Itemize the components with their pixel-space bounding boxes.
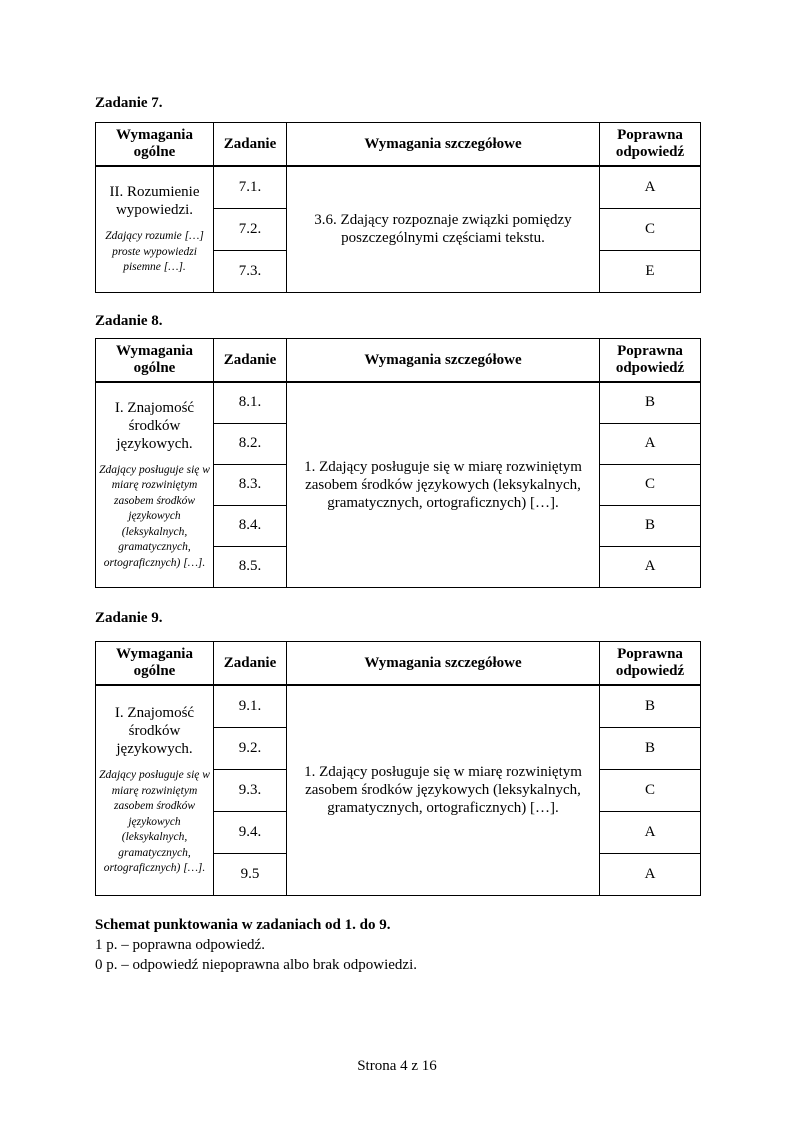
table-zadanie-8: [95, 338, 701, 588]
specific-requirement: 1. Zdający posługuje się w miarę rozwiniętym zasobem środków językowych (leksykalnych, gramatycznych, ortograficznych) […].: [287, 382, 600, 587]
task-number: 9.4.: [214, 811, 287, 853]
task-number: 9.3.: [214, 769, 287, 811]
header-specific: Wymagania szczegółowe: [287, 339, 600, 383]
correct-answer: B: [600, 727, 701, 769]
table-zadanie-7: [95, 122, 701, 293]
table-header-row: [96, 642, 701, 686]
header-answer: Poprawna odpowiedź: [600, 642, 701, 686]
correct-answer: C: [600, 464, 701, 505]
scoring-scheme: [95, 915, 417, 975]
header-answer: Poprawna odpowiedź: [600, 123, 701, 167]
task-number: 8.1.: [214, 382, 287, 423]
correct-answer: B: [600, 382, 701, 423]
header-specific: Wymagania szczegółowe: [287, 123, 600, 167]
specific-requirement: 3.6. Zdający rozpoznaje związki pomiędzy poszczególnymi częściami tekstu.: [287, 166, 600, 292]
general-requirement-desc: Zdający posługuje się w miarę rozwiniętym zasobem środków językowych (leksykalnych, gramatycznych, ortograficznych) […].: [99, 463, 210, 569]
table-row: [96, 382, 701, 423]
scoring-line-0: 0 p. – odpowiedź niepoprawna albo brak odpowiedzi.: [95, 957, 417, 973]
task-number: 7.3.: [214, 250, 287, 292]
correct-answer: A: [600, 811, 701, 853]
general-requirement-cell: [96, 685, 214, 895]
correct-answer: A: [600, 166, 701, 208]
correct-answer: C: [600, 208, 701, 250]
general-requirement-title: I. Znajomość środków językowych.: [114, 705, 195, 757]
general-requirement-cell: [96, 166, 214, 292]
header-answer: Poprawna odpowiedź: [600, 339, 701, 383]
scoring-line-1: 1 p. – poprawna odpowiedź.: [95, 937, 265, 953]
correct-answer: C: [600, 769, 701, 811]
task-number: 7.1.: [214, 166, 287, 208]
table-row: [96, 685, 701, 727]
task-number: 8.4.: [214, 505, 287, 546]
header-specific: Wymagania szczegółowe: [287, 642, 600, 686]
task-number: 8.3.: [214, 464, 287, 505]
task-number: 9.5: [214, 853, 287, 895]
correct-answer: A: [600, 423, 701, 464]
task-number: 9.2.: [214, 727, 287, 769]
correct-answer: A: [600, 853, 701, 895]
table-zadanie-9: [95, 641, 701, 896]
header-task: Zadanie: [214, 339, 287, 383]
task-number: 7.2.: [214, 208, 287, 250]
header-task: Zadanie: [214, 123, 287, 167]
section-title-7: Zadanie 7.: [95, 95, 163, 111]
page-number: Strona 4 z 16: [357, 1058, 437, 1074]
correct-answer: A: [600, 546, 701, 587]
general-requirement-title: II. Rozumienie wypowiedzi.: [109, 184, 200, 218]
header-general: Wymagania ogólne: [96, 642, 214, 686]
table-header-row: [96, 123, 701, 167]
table-header-row: [96, 339, 701, 383]
header-task: Zadanie: [214, 642, 287, 686]
general-requirement-desc: Zdający posługuje się w miarę rozwiniętym zasobem środków językowych (leksykalnych, gramatycznych, ortograficznych) […].: [99, 769, 210, 874]
general-requirement-cell: [96, 382, 214, 587]
table-row: [96, 166, 701, 208]
task-number: 8.5.: [214, 546, 287, 587]
general-requirement-desc: Zdający rozumie […] proste wypowiedzi pisemne […].: [105, 230, 204, 273]
task-number: 9.1.: [214, 685, 287, 727]
correct-answer: E: [600, 250, 701, 292]
section-title-9: Zadanie 9.: [95, 610, 163, 626]
header-general: Wymagania ogólne: [96, 339, 214, 383]
scoring-title: Schemat punktowania w zadaniach od 1. do 9.: [95, 917, 391, 933]
header-general: Wymagania ogólne: [96, 123, 214, 167]
general-requirement-title: I. Znajomość środków językowych.: [114, 399, 195, 452]
specific-requirement: 1. Zdający posługuje się w miarę rozwiniętym zasobem środków językowych (leksykalnych, gramatycznych, ortograficznych) […].: [287, 685, 600, 895]
correct-answer: B: [600, 685, 701, 727]
section-title-8: Zadanie 8.: [95, 313, 163, 329]
task-number: 8.2.: [214, 423, 287, 464]
correct-answer: B: [600, 505, 701, 546]
